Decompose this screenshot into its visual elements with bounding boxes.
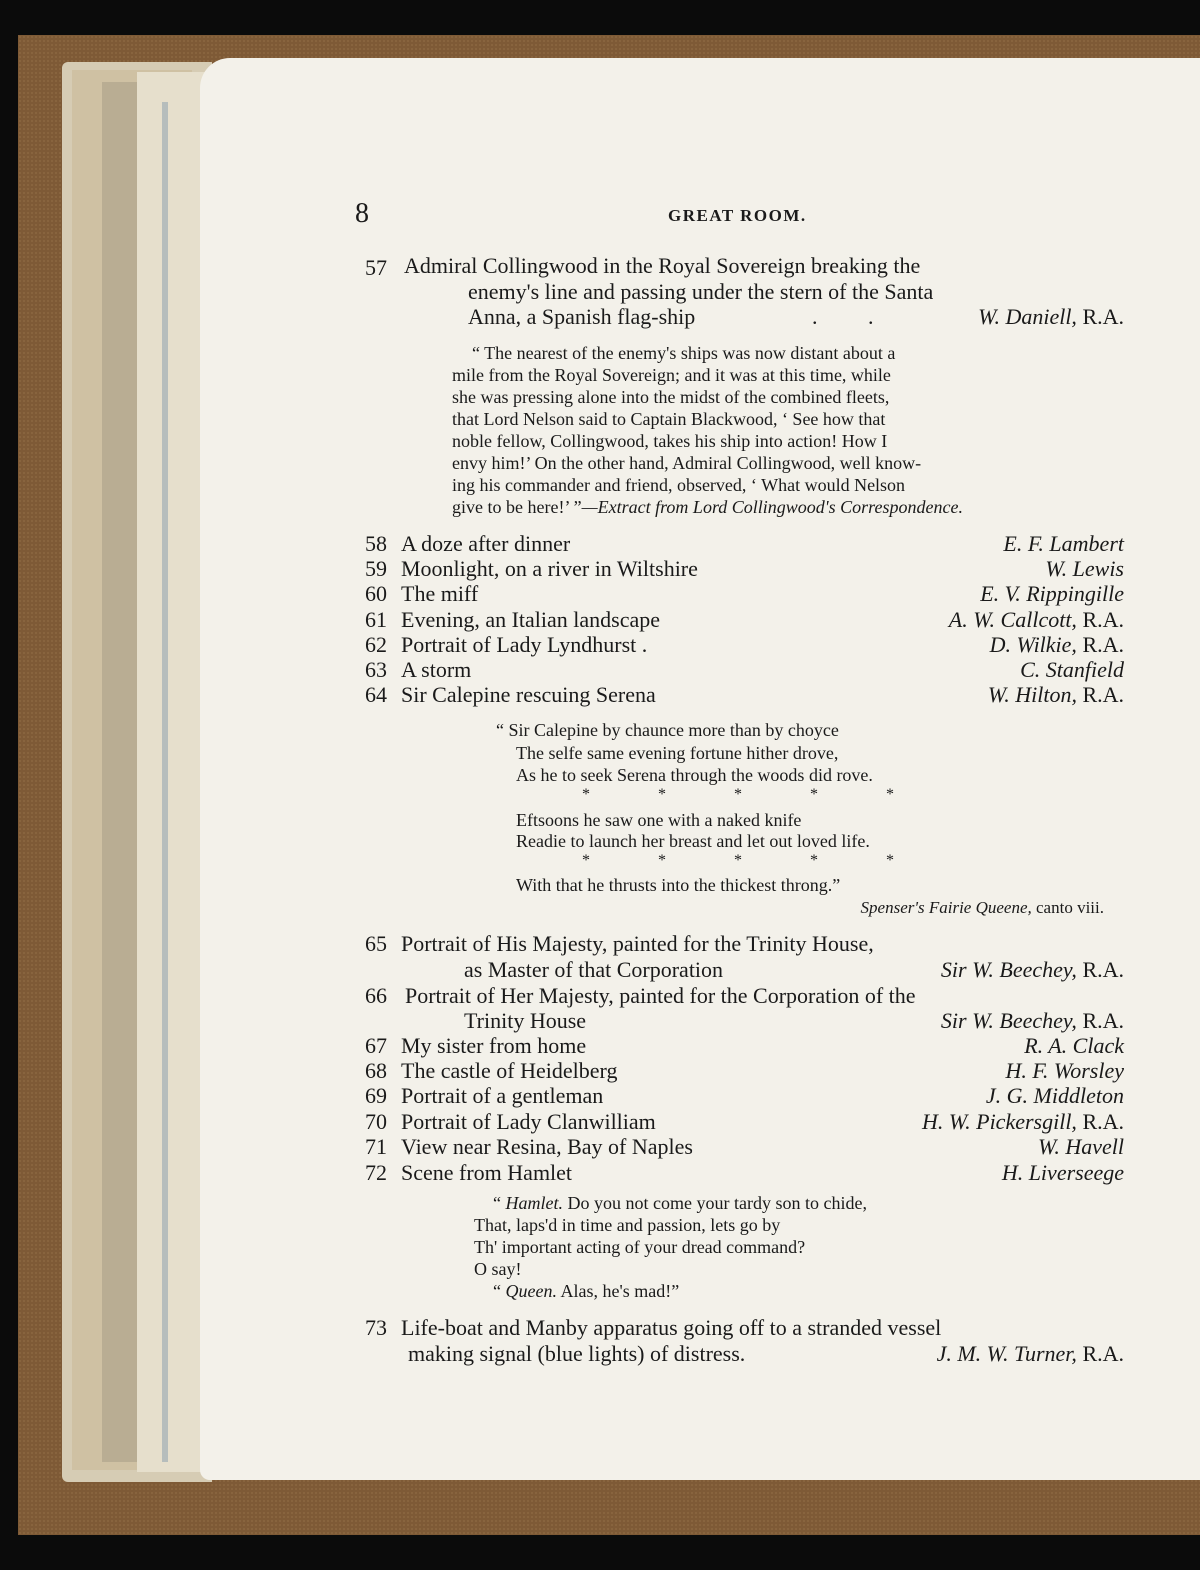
artist — [937, 1341, 1124, 1367]
entry-number: 59 — [365, 556, 387, 581]
artist-name: W. Havell — [1038, 1134, 1124, 1159]
quote-source — [861, 898, 1104, 918]
star: * — [582, 852, 590, 869]
quote-line: That, laps'd in time and passion, lets go by — [474, 1215, 781, 1235]
artist-suffix: R.A. — [1082, 957, 1124, 982]
star: * — [658, 852, 666, 869]
entry-number: 71 — [365, 1134, 387, 1159]
artist-name: H. Liverseege — [1001, 1160, 1124, 1185]
entry-number: 69 — [365, 1083, 387, 1108]
quote-line — [452, 497, 963, 518]
entry-number: 65 — [365, 931, 387, 956]
artist — [1024, 1033, 1124, 1059]
entry-title: Moonlight, on a river in Wiltshire — [401, 556, 698, 581]
artist — [980, 581, 1124, 607]
artist — [978, 304, 1124, 330]
artist-name: Sir W. Beechey, — [940, 957, 1077, 982]
artist-name: D. Wilkie, — [989, 632, 1077, 657]
entry-number: 66 — [365, 983, 387, 1008]
artist — [1038, 1134, 1124, 1160]
star: * — [734, 852, 742, 869]
entry-title: My sister from home — [401, 1033, 587, 1058]
entry-number: 70 — [365, 1109, 387, 1134]
quote-source-canto: canto viii. — [1036, 898, 1104, 917]
artist-suffix: R.A. — [1082, 632, 1124, 657]
quote-text: Do you not come your tardy son to chide, — [563, 1193, 867, 1213]
artist — [1005, 1058, 1124, 1084]
entry-number: 57 — [365, 255, 387, 280]
artist — [922, 1109, 1124, 1135]
artist-name: J. M. W. Turner, — [936, 1341, 1077, 1366]
entry-title: Portrait of His Majesty, painted for the Trinity House, — [401, 931, 874, 956]
entry-number: 60 — [365, 581, 387, 606]
artist — [986, 1083, 1124, 1109]
quote-line: noble fellow, Collingwood, takes his ship into action! How I — [452, 431, 888, 451]
entry-title: View near Resina, Bay of Naples — [401, 1134, 693, 1159]
entry-number: 67 — [365, 1033, 387, 1058]
artist-name: H. F. Worsley — [1005, 1058, 1124, 1083]
entry-number: 63 — [365, 657, 387, 682]
entry-number: 68 — [365, 1058, 387, 1083]
entry-number: 72 — [365, 1160, 387, 1185]
artist-name: E. F. Lambert — [1003, 531, 1124, 556]
star: * — [658, 786, 666, 803]
star: * — [810, 786, 818, 803]
artist — [1045, 556, 1124, 582]
artist — [1003, 531, 1124, 557]
speaker: Queen. — [505, 1281, 557, 1301]
quote-open: “ — [493, 1193, 506, 1213]
artist — [949, 607, 1124, 633]
entry-title: Portrait of a gentleman — [401, 1083, 604, 1108]
artist-name: R. A. Clack — [1024, 1033, 1124, 1058]
dot-leader: . — [868, 304, 874, 329]
artist — [1002, 1160, 1124, 1186]
quote-line: that Lord Nelson said to Captain Blackwood, ‘ See how that — [452, 409, 886, 429]
speaker: Hamlet. — [505, 1193, 563, 1213]
entry-number: 58 — [365, 531, 387, 556]
star: * — [886, 852, 894, 869]
quote-line: ing his commander and friend, observed, ‘ What would Nelson — [452, 475, 906, 495]
entry-title: Life-boat and Manby apparatus going off to a stranded vessel — [401, 1315, 942, 1340]
entry-title: A storm — [401, 657, 472, 682]
artist-name: W. Hilton, — [987, 682, 1077, 707]
artist — [990, 632, 1124, 658]
entry-number: 64 — [365, 682, 387, 707]
artist — [941, 1008, 1124, 1034]
quote-line: Th' important acting of your dread command? — [474, 1237, 806, 1257]
page-edge-stain — [162, 102, 168, 1462]
quote-line — [493, 1193, 867, 1214]
quote-line: “ The nearest of the enemy's ships was now distant about a — [472, 343, 896, 363]
artist-suffix: R.A. — [1082, 1109, 1124, 1134]
quote-line: O say! — [474, 1259, 522, 1279]
quote-line: she was pressing alone into the midst of the combined fleets, — [452, 387, 890, 407]
page-number: 8 — [355, 198, 369, 229]
quote-line: “ Sir Calepine by chaunce more than by choyce — [496, 720, 839, 740]
quote-source-title: Spenser's Fairie Queene, — [860, 898, 1032, 917]
star: * — [810, 852, 818, 869]
entry-title: A doze after dinner — [401, 531, 571, 556]
quote-end: give to be here!’ ” — [452, 497, 582, 517]
entry-title: The castle of Heidelberg — [401, 1058, 618, 1083]
entry-number: 62 — [365, 632, 387, 657]
artist-name: W. Lewis — [1045, 556, 1124, 581]
artist-suffix: R.A. — [1082, 1008, 1124, 1033]
entry-title: Sir Calepine rescuing Serena — [401, 682, 656, 707]
quote-text: Alas, he's mad!” — [556, 1281, 680, 1301]
artist-name: W. Daniell, — [978, 304, 1077, 329]
artist-name: Sir W. Beechey, — [940, 1008, 1077, 1033]
entry-title: Portrait of Lady Lyndhurst . — [401, 632, 648, 657]
entry-title: Trinity House — [464, 1008, 587, 1033]
entry-title: Portrait of Lady Clanwilliam — [401, 1109, 656, 1134]
quote-line — [493, 1281, 679, 1302]
artist — [941, 957, 1124, 983]
page-edges — [62, 62, 212, 1482]
star: * — [582, 786, 590, 803]
artist-suffix: R.A. — [1082, 304, 1124, 329]
artist-name: E. V. Rippingille — [980, 581, 1124, 606]
quote-line: Readie to launch her breast and let out loved life. — [516, 831, 870, 851]
artist-name: A. W. Callcott, — [948, 607, 1077, 632]
artist-suffix: R.A. — [1082, 1341, 1124, 1366]
entry-title: Portrait of Her Majesty, painted for the Corporation of the — [405, 983, 916, 1008]
entry-title: The miff — [401, 581, 479, 606]
artist-name: J. G. Middleton — [985, 1083, 1124, 1108]
star: * — [886, 786, 894, 803]
quote-source: —Extract from Lord Collingwood's Correspondence. — [581, 497, 963, 517]
star: * — [734, 786, 742, 803]
entry-number: 73 — [365, 1315, 387, 1340]
artist — [988, 682, 1124, 708]
artist — [1020, 657, 1124, 683]
quote-open: “ — [493, 1281, 506, 1301]
quote-line: mile from the Royal Sovereign; and it was at this time, while — [452, 365, 891, 385]
dot-leader: . — [812, 304, 818, 329]
entry-title: making signal (blue lights) of distress. — [408, 1341, 746, 1366]
artist-suffix: R.A. — [1082, 607, 1124, 632]
quote-line: With that he thrusts into the thickest throng.” — [516, 875, 841, 895]
running-head: GREAT ROOM. — [668, 206, 807, 225]
artist-suffix: R.A. — [1082, 682, 1124, 707]
page-edge-layer — [137, 72, 207, 1472]
entry-title: Scene from Hamlet — [401, 1160, 573, 1185]
quote-line: Eftsoons he saw one with a naked knife — [516, 810, 802, 830]
entry-title: Anna, a Spanish flag-ship — [468, 304, 696, 329]
artist-name: C. Stanfield — [1020, 657, 1124, 682]
entry-title: enemy's line and passing under the stern of the Santa — [468, 279, 934, 304]
artist-name: H. W. Pickersgill, — [921, 1109, 1077, 1134]
quote-line: envy him!’ On the other hand, Admiral Collingwood, well know- — [452, 453, 922, 473]
quote-line: The selfe same evening fortune hither drove, — [516, 743, 839, 763]
entry-title: as Master of that Corporation — [464, 957, 724, 982]
entry-title: Admiral Collingwood in the Royal Sovereign breaking the — [404, 253, 921, 278]
entry-title: Evening, an Italian landscape — [401, 607, 661, 632]
quote-line: As he to seek Serena through the woods did rove. — [516, 765, 873, 785]
entry-number: 61 — [365, 607, 387, 632]
